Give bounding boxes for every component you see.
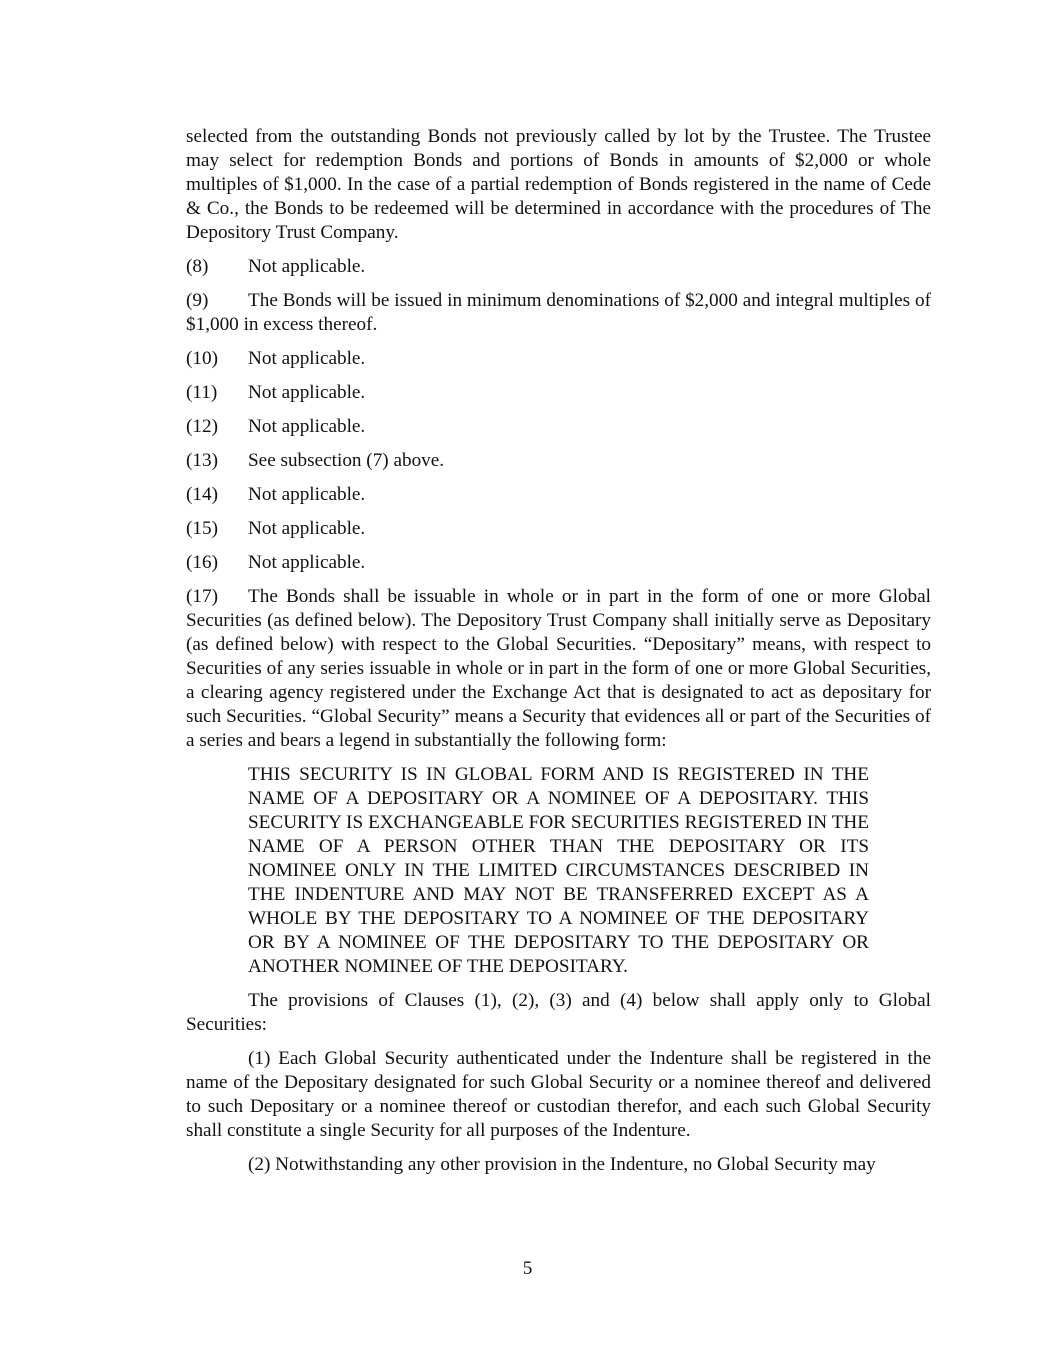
item-text: Not applicable. (248, 348, 366, 369)
item-number: (13) (186, 450, 218, 471)
continuation-paragraph: selected from the outstanding Bonds not previously called by lot by the Trustee. The Trustee may select for redemption Bonds and portions of Bonds in amounts of $2,000 or whole multiples of $1,000. In the case of a partial redemption of Bonds registered in the name of Cede & Co., the Bonds to be redeemed will be determined in accordance with the procedures of The Depository Trust Company. (186, 126, 931, 243)
list-item-13 (186, 449, 931, 473)
item-number: (12) (186, 416, 218, 437)
list-item-16 (186, 551, 931, 575)
item-text: See subsection (7) above. (248, 450, 445, 471)
item-number: (17) (186, 586, 218, 607)
provisions-intro: The provisions of Clauses (1), (2), (3) and (4) below shall apply only to Global Securities: (186, 990, 931, 1035)
item-number: (14) (186, 484, 218, 505)
item-text: Not applicable. (248, 518, 366, 539)
list-item-9 (186, 289, 931, 337)
item-text: Not applicable. (248, 416, 366, 437)
item-number: (10) (186, 348, 218, 369)
list-item-14 (186, 483, 931, 507)
list-item-17 (186, 585, 931, 753)
list-item-12 (186, 415, 931, 439)
item-text: Not applicable. (248, 256, 366, 277)
page-number: 5 (522, 1258, 533, 1279)
global-security-legend: THIS SECURITY IS IN GLOBAL FORM AND IS REGISTERED IN THE NAME OF A DEPOSITARY OR A NOMINEE OF A DEPOSITARY. THIS SECURITY IS EXCHANGEABLE FOR SECURITIES REGISTERED IN THE NAME OF A PERSON OTHER THAN THE DEPOSITARY OR ITS NOMINEE ONLY IN THE LIMITED CIRCUMSTANCES DESCRIBED IN THE INDENTURE AND MAY NOT BE TRANSFERRED EXCEPT AS A WHOLE BY THE DEPOSITARY TO A NOMINEE OF THE DEPOSITARY OR BY A NOMINEE OF THE DEPOSITARY TO THE DEPOSITARY OR ANOTHER NOMINEE OF THE DEPOSITARY. (248, 764, 869, 977)
item-number: (16) (186, 552, 218, 573)
item-text: Not applicable. (248, 484, 366, 505)
list-item-15 (186, 517, 931, 541)
item-text: The Bonds will be issued in minimum denominations of $2,000 and integral multiples of $1,000 in excess thereof. (186, 290, 931, 335)
item-number: (11) (186, 382, 218, 403)
item-text: Not applicable. (248, 382, 366, 403)
clause-1: (1) Each Global Security authenticated under the Indenture shall be registered in the name of the Depositary designated for such Global Security or a nominee thereof and delivered to such Depositary or a nominee thereof or custodian therefor, and each such Global Security shall constitute a single Security for all purposes of the Indenture. (186, 1048, 931, 1141)
item-text: The Bonds shall be issuable in whole or in part in the form of one or more Global Securities (as defined below). The Depository Trust Company shall initially serve as Depositary (as defined below) with respect to the Global Securities. “Depositary” means, with respect to Securities of any series issuable in whole or in part in the form of one or more Global Securities, a clearing agency registered under the Exchange Act that is designated to act as depositary for such Securities. “Global Security” means a Security that evidences all or part of the Securities of a series and bears a legend in substantially the following form: (186, 586, 931, 751)
document-body (186, 125, 931, 1187)
list-item-10 (186, 347, 931, 371)
item-text: Not applicable. (248, 552, 366, 573)
list-item-8 (186, 255, 931, 279)
clause-2: (2) Notwithstanding any other provision in the Indenture, no Global Security may (248, 1154, 876, 1175)
item-number: (8) (186, 256, 209, 277)
item-number: (15) (186, 518, 218, 539)
item-number: (9) (186, 290, 209, 311)
list-item-11 (186, 381, 931, 405)
